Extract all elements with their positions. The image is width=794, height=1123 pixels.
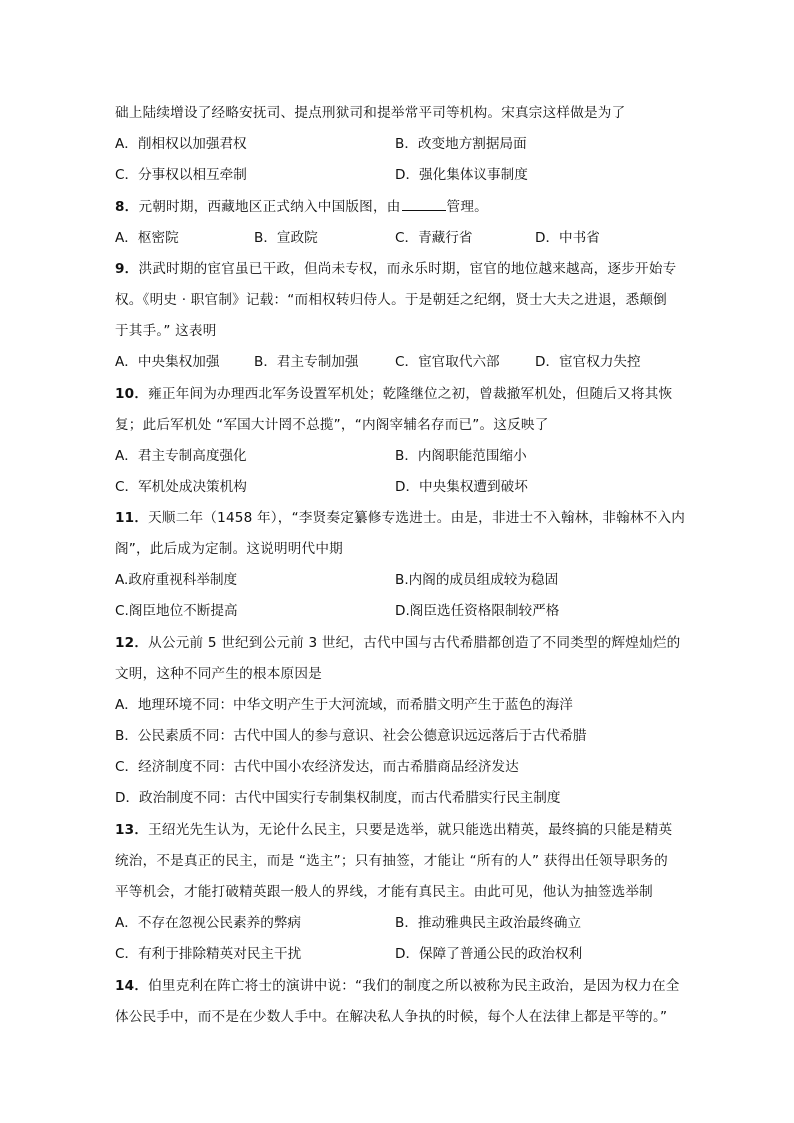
q10-text-line-1 [115, 385, 672, 403]
q12-option-c: C．经济制度不同：古代中国小农经济发达，而古希腊商品经济发达 [115, 759, 519, 775]
q13-option-b: B．推动雅典民主政治最终确立 [395, 915, 582, 931]
q11-text-a: 天顺二年（1458 年），“李贤奏定纂修专选进士。由是，非进士不入翰林，非翰林不入内 [148, 510, 686, 526]
q14-text-line-1 [115, 977, 680, 995]
q12-option-d: D．政治制度不同：古代中国实行专制集权制度，而古代希腊实行民主制度 [115, 790, 561, 806]
q12-number: 12． [115, 635, 149, 651]
q8-text-b: 管理。 [446, 199, 488, 215]
q10-number: 10． [115, 386, 149, 402]
q9-text-line-2: 权。《明史 · 职官制》记载：“而相权转归侍人。于是朝廷之纪纲，贤士大夫之进退，悉颠倒 [115, 292, 667, 308]
q10-text-line-2: 复；此后军机处 “军国大计罔不总揽”，“内阁宰辅名存而已”。这反映了 [115, 417, 549, 433]
q9-number: 9． [115, 261, 139, 277]
q11-number: 11． [115, 510, 149, 526]
q13-text-a: 王绍光先生认为，无论什么民主，只要是选举，就只能选出精英，最终搞的只能是精英 [148, 822, 673, 838]
q14-text-line-2: 体公民手中，而不是在少数人手中。在解决私人争执的时候，每个人在法律上都是平等的。” [115, 1009, 668, 1025]
q9-option-b: B．君主专制加强 [254, 354, 359, 370]
q10-option-c: C．军机处成决策机构 [115, 479, 247, 495]
q13-number: 13． [115, 822, 149, 838]
q12-option-b: B．公民素质不同：古代中国人的参与意识、社会公德意识远远落后于古代希腊 [115, 728, 587, 744]
q12-option-a: A．地理环境不同：中华文明产生于大河流域，而希腊文明产生于蓝色的海洋 [115, 697, 573, 713]
q9-option-d: D．宦官权力失控 [535, 354, 641, 370]
q8-blank [402, 198, 446, 211]
q8-text [115, 198, 488, 216]
q11-option-c: C.阁臣地位不断提高 [115, 603, 238, 619]
q12-text-line-2: 文明，这种不同产生的根本原因是 [115, 666, 322, 682]
q10-option-d: D．中央集权遭到破坏 [395, 479, 528, 495]
q11-option-b: B.内阁的成员组成较为稳固 [395, 572, 559, 588]
q8-option-d: D．中书省 [535, 230, 600, 246]
q10-option-a: A．君主专制高度强化 [115, 448, 247, 464]
q13-text-line-2: 统治，不是真正的民主，而是 “选主”；只有抽签，才能让 “所有的人” 获得出任领导职务的 [115, 853, 668, 869]
q9-option-c: C．宦官取代六部 [395, 354, 500, 370]
q13-text-line-1 [115, 821, 672, 839]
q11-text-line-2: 阁”，此后成为定制。这说明明代中期 [115, 541, 343, 557]
q7-option-b: B．改变地方割据局面 [395, 136, 527, 152]
q9-text-line-3: 于其手。” 这表明 [115, 323, 217, 339]
q10-option-b: B．内阁职能范围缩小 [395, 448, 527, 464]
q7-option-a: A．削相权以加强君权 [115, 136, 247, 152]
q14-number: 14． [115, 978, 149, 994]
q8-option-c: C．青藏行省 [395, 230, 473, 246]
q8-number: 8． [115, 199, 139, 215]
q8-option-b: B．宣政院 [254, 230, 318, 246]
q8-text-a: 元朝时期，西藏地区正式纳入中国版图，由 [138, 199, 401, 215]
q7-text-line: 础上陆续增设了经略安抚司、提点刑狱司和提举常平司等机构。宋真宗这样做是为了 [115, 105, 626, 121]
q13-text-line-3: 平等机会，才能打破精英跟一般人的界线，才能有真民主。由此可见，他认为抽签选举制 [115, 884, 653, 900]
q8-option-a: A．枢密院 [115, 230, 179, 246]
q13-option-d: D．保障了普通公民的政治权利 [395, 946, 583, 962]
q9-text-a: 洪武时期的宦官虽已干政，但尚未专权，而永乐时期，宦官的地位越来越高，逐步开始专 [138, 261, 677, 277]
q9-option-a: A．中央集权加强 [115, 354, 220, 370]
q12-text-a: 从公元前 5 世纪到公元前 3 世纪，古代中国与古代希腊都创造了不同类型的辉煌灿烂的 [148, 635, 681, 651]
q9-text-line-1 [115, 260, 676, 278]
q14-text-a: 伯里克利在阵亡将士的演讲中说：“我们的制度之所以被称为民主政治，是因为权力在全 [148, 978, 680, 994]
q10-text-a: 雍正年间为办理西北军务设置军机处；乾隆继位之初，曾裁撤军机处，但随后又将其恢 [148, 386, 673, 402]
q7-option-c: C．分事权以相互牵制 [115, 167, 247, 183]
q11-option-a: A.政府重视科举制度 [115, 572, 238, 588]
q13-option-a: A．不存在忽视公民素养的弊病 [115, 915, 302, 931]
q11-option-d: D.阁臣选任资格限制较严格 [395, 603, 560, 619]
q7-option-d: D．强化集体议事制度 [395, 167, 528, 183]
q12-text-line-1 [115, 634, 680, 652]
q13-option-c: C．有利于排除精英对民主干扰 [115, 946, 302, 962]
q11-text-line-1 [115, 509, 685, 527]
